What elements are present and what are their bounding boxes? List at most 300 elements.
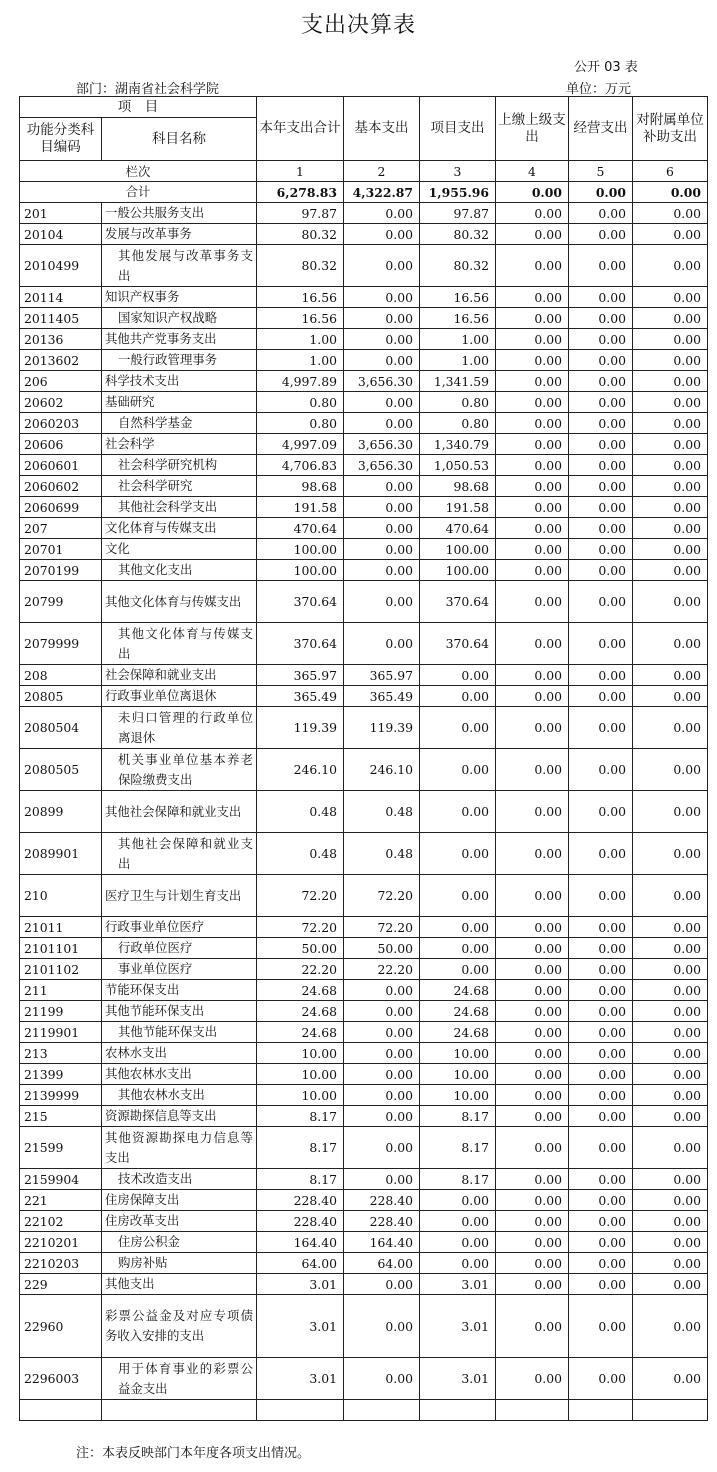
amount-cell: 0.00 — [496, 623, 569, 665]
amount-cell: 0.00 — [496, 1295, 569, 1358]
total-value: 0.00 — [569, 182, 633, 203]
amount-cell: 0.00 — [569, 413, 633, 434]
amount-cell: 0.00 — [496, 1190, 569, 1211]
amount-cell: 0.00 — [569, 686, 633, 707]
amount-cell: 0.00 — [569, 1190, 633, 1211]
subject-code: 2210201 — [20, 1232, 102, 1253]
table-row — [20, 392, 708, 413]
amount-cell: 0.00 — [633, 434, 708, 455]
amount-cell: 0.00 — [496, 392, 569, 413]
amount-cell: 0.00 — [420, 707, 496, 749]
subject-code: 20114 — [20, 287, 102, 308]
amount-cell: 97.87 — [420, 203, 496, 224]
subject-code: 2159904 — [20, 1169, 102, 1190]
amount-cell: 0.00 — [569, 1358, 633, 1400]
subject-code: 21199 — [20, 1001, 102, 1022]
header-operating: 经营支出 — [569, 97, 633, 161]
amount-cell: 0.00 — [344, 1001, 420, 1022]
table-row — [20, 350, 708, 371]
amount-cell: 64.00 — [257, 1253, 344, 1274]
amount-cell: 0.00 — [569, 371, 633, 392]
subject-code: 2296003 — [20, 1358, 102, 1400]
amount-cell: 0.00 — [633, 791, 708, 833]
amount-cell: 0.00 — [496, 539, 569, 560]
amount-cell: 100.00 — [257, 560, 344, 581]
amount-cell: 0.00 — [496, 560, 569, 581]
amount-cell: 8.17 — [257, 1127, 344, 1169]
table-row — [20, 665, 708, 686]
amount-cell: 119.39 — [257, 707, 344, 749]
amount-cell: 0.00 — [420, 833, 496, 875]
amount-cell: 0.00 — [633, 224, 708, 245]
amount-cell: 80.32 — [257, 224, 344, 245]
blank-cell — [420, 1400, 496, 1421]
amount-cell: 1.00 — [420, 329, 496, 350]
amount-cell: 0.00 — [633, 1127, 708, 1169]
amount-cell: 16.56 — [257, 287, 344, 308]
amount-cell: 0.00 — [344, 224, 420, 245]
amount-cell: 0.00 — [569, 308, 633, 329]
amount-cell: 0.00 — [633, 1232, 708, 1253]
table-row — [20, 497, 708, 518]
blank-cell — [102, 1400, 257, 1421]
subject-name: 基础研究 — [102, 392, 257, 413]
table-row — [20, 329, 708, 350]
amount-cell: 0.00 — [420, 875, 496, 917]
amount-cell: 0.00 — [496, 371, 569, 392]
form-number: 公开 03 表 — [574, 60, 638, 75]
subject-code: 2080505 — [20, 749, 102, 791]
amount-cell: 0.00 — [420, 665, 496, 686]
table-row — [20, 791, 708, 833]
subject-code: 2210203 — [20, 1253, 102, 1274]
subject-code: 20805 — [20, 686, 102, 707]
amount-cell: 0.00 — [344, 539, 420, 560]
subject-name: 其他农林水支出 — [102, 1064, 257, 1085]
amount-cell: 16.56 — [420, 308, 496, 329]
amount-cell: 0.80 — [257, 413, 344, 434]
amount-cell: 80.32 — [420, 224, 496, 245]
amount-cell: 228.40 — [344, 1211, 420, 1232]
subject-name: 住房改革支出 — [102, 1211, 257, 1232]
amount-cell: 164.40 — [344, 1232, 420, 1253]
amount-cell: 246.10 — [344, 749, 420, 791]
amount-cell: 0.00 — [569, 1169, 633, 1190]
amount-cell: 0.00 — [633, 581, 708, 623]
table-row — [20, 308, 708, 329]
amount-cell: 0.00 — [633, 980, 708, 1001]
subject-name: 国家知识产权战略 — [102, 308, 257, 329]
amount-cell: 10.00 — [420, 1064, 496, 1085]
amount-cell: 22.20 — [257, 959, 344, 980]
amount-cell: 0.00 — [569, 245, 633, 287]
subject-code: 2060602 — [20, 476, 102, 497]
subject-name: 其他社会科学支出 — [102, 497, 257, 518]
amount-cell: 0.00 — [569, 1274, 633, 1295]
amount-cell: 470.64 — [257, 518, 344, 539]
header-basic: 基本支出 — [344, 97, 420, 161]
subject-name: 资源勘探信息等支出 — [102, 1106, 257, 1127]
amount-cell: 0.00 — [633, 1253, 708, 1274]
amount-cell: 0.48 — [344, 833, 420, 875]
amount-cell: 24.68 — [257, 1001, 344, 1022]
amount-cell: 0.00 — [633, 1064, 708, 1085]
table-row — [20, 875, 708, 917]
amount-cell: 0.00 — [496, 1022, 569, 1043]
expenditure-table — [19, 96, 708, 1421]
amount-cell: 0.00 — [344, 1274, 420, 1295]
amount-cell: 8.17 — [257, 1106, 344, 1127]
amount-cell: 0.00 — [496, 1274, 569, 1295]
amount-cell: 0.00 — [344, 581, 420, 623]
amount-cell: 0.00 — [633, 245, 708, 287]
amount-cell: 0.00 — [633, 203, 708, 224]
amount-cell: 0.00 — [344, 1043, 420, 1064]
amount-cell: 0.00 — [496, 518, 569, 539]
amount-cell: 0.00 — [633, 707, 708, 749]
amount-cell: 1.00 — [420, 350, 496, 371]
table-row — [20, 938, 708, 959]
amount-cell: 0.00 — [496, 350, 569, 371]
subject-code: 211 — [20, 980, 102, 1001]
amount-cell: 0.00 — [569, 1211, 633, 1232]
table-row — [20, 1169, 708, 1190]
subject-name: 社会科学 — [102, 434, 257, 455]
blank-cell — [344, 1400, 420, 1421]
amount-cell: 3.01 — [420, 1274, 496, 1295]
subject-name: 科学技术支出 — [102, 371, 257, 392]
amount-cell: 0.00 — [633, 1211, 708, 1232]
amount-cell: 98.68 — [420, 476, 496, 497]
subject-name: 购房补贴 — [102, 1253, 257, 1274]
subject-code: 210 — [20, 875, 102, 917]
amount-cell: 370.64 — [420, 623, 496, 665]
table-row — [20, 224, 708, 245]
amount-cell: 0.00 — [633, 623, 708, 665]
subject-code: 2101101 — [20, 938, 102, 959]
amount-cell: 0.00 — [496, 1106, 569, 1127]
amount-cell: 0.00 — [633, 350, 708, 371]
subject-name: 文化 — [102, 539, 257, 560]
column-number: 6 — [633, 161, 708, 182]
amount-cell: 80.32 — [420, 245, 496, 287]
table-row — [20, 917, 708, 938]
amount-cell: 0.00 — [496, 686, 569, 707]
amount-cell: 0.00 — [569, 917, 633, 938]
amount-cell: 0.00 — [569, 560, 633, 581]
amount-cell: 0.00 — [496, 203, 569, 224]
amount-cell: 0.00 — [420, 917, 496, 938]
subject-name: 其他农林水支出 — [102, 1085, 257, 1106]
amount-cell: 0.00 — [344, 623, 420, 665]
amount-cell: 0.00 — [569, 833, 633, 875]
amount-cell: 0.80 — [420, 392, 496, 413]
amount-cell: 0.00 — [569, 1043, 633, 1064]
amount-cell: 0.00 — [344, 497, 420, 518]
table-row — [20, 203, 708, 224]
subject-code: 2101102 — [20, 959, 102, 980]
amount-cell: 0.00 — [344, 287, 420, 308]
amount-cell: 0.00 — [420, 1232, 496, 1253]
amount-cell: 0.00 — [633, 1295, 708, 1358]
amount-cell: 50.00 — [344, 938, 420, 959]
amount-cell: 228.40 — [344, 1190, 420, 1211]
subject-name: 其他文化支出 — [102, 560, 257, 581]
amount-cell: 0.00 — [569, 476, 633, 497]
header-item-group: 项 目 — [20, 97, 257, 118]
amount-cell: 0.00 — [496, 1127, 569, 1169]
amount-cell: 8.17 — [257, 1169, 344, 1190]
table-row — [20, 518, 708, 539]
amount-cell: 100.00 — [257, 539, 344, 560]
table-row — [20, 245, 708, 287]
amount-cell: 0.00 — [633, 749, 708, 791]
amount-cell: 24.68 — [257, 1022, 344, 1043]
amount-cell: 22.20 — [344, 959, 420, 980]
column-number: 3 — [420, 161, 496, 182]
table-row — [20, 623, 708, 665]
subject-code: 201 — [20, 203, 102, 224]
amount-cell: 72.20 — [257, 917, 344, 938]
amount-cell: 0.00 — [569, 539, 633, 560]
amount-cell: 0.00 — [420, 791, 496, 833]
amount-cell: 0.00 — [496, 980, 569, 1001]
table-row — [20, 1085, 708, 1106]
table-row — [20, 539, 708, 560]
amount-cell: 0.00 — [633, 287, 708, 308]
amount-cell: 0.00 — [633, 917, 708, 938]
amount-cell: 0.00 — [496, 1169, 569, 1190]
subject-code: 20799 — [20, 581, 102, 623]
amount-cell: 3,656.30 — [344, 434, 420, 455]
amount-cell: 16.56 — [420, 287, 496, 308]
amount-cell: 0.00 — [420, 686, 496, 707]
amount-cell: 0.00 — [344, 350, 420, 371]
subject-name: 其他社会保障和就业支出 — [102, 791, 257, 833]
subject-name: 文化体育与传媒支出 — [102, 518, 257, 539]
subject-name: 其他文化体育与传媒支出 — [102, 581, 257, 623]
subject-name: 社会保障和就业支出 — [102, 665, 257, 686]
amount-cell: 3,656.30 — [344, 455, 420, 476]
subject-name: 其他资源勘探电力信息等支出 — [102, 1127, 257, 1169]
amount-cell: 0.00 — [496, 413, 569, 434]
amount-cell: 0.00 — [344, 476, 420, 497]
subject-name: 其他共产党事务支出 — [102, 329, 257, 350]
amount-cell: 72.20 — [257, 875, 344, 917]
subject-name: 行政事业单位离退休 — [102, 686, 257, 707]
amount-cell: 0.00 — [633, 329, 708, 350]
amount-cell: 0.00 — [569, 329, 633, 350]
amount-cell: 0.00 — [496, 581, 569, 623]
table-row — [20, 1043, 708, 1064]
subject-name: 知识产权事务 — [102, 287, 257, 308]
table-row — [20, 1211, 708, 1232]
amount-cell: 97.87 — [257, 203, 344, 224]
table-row — [20, 455, 708, 476]
subject-code: 215 — [20, 1106, 102, 1127]
subject-name: 住房公积金 — [102, 1232, 257, 1253]
amount-cell: 370.64 — [257, 623, 344, 665]
subject-name: 其他文化体育与传媒支出 — [102, 623, 257, 665]
amount-cell: 0.00 — [569, 707, 633, 749]
subject-code: 21011 — [20, 917, 102, 938]
amount-cell: 0.00 — [633, 392, 708, 413]
subject-code: 2010499 — [20, 245, 102, 287]
table-row — [20, 1232, 708, 1253]
amount-cell: 100.00 — [420, 560, 496, 581]
amount-cell: 0.48 — [344, 791, 420, 833]
amount-cell: 0.00 — [344, 1106, 420, 1127]
total-row — [20, 182, 708, 203]
subject-name: 发展与改革事务 — [102, 224, 257, 245]
table-row — [20, 413, 708, 434]
amount-cell: 0.00 — [569, 623, 633, 665]
amount-cell: 0.00 — [496, 1232, 569, 1253]
amount-cell: 3.01 — [420, 1358, 496, 1400]
amount-cell: 24.68 — [420, 1001, 496, 1022]
amount-cell: 0.00 — [569, 1022, 633, 1043]
amount-cell: 0.00 — [633, 1190, 708, 1211]
amount-cell: 0.00 — [496, 665, 569, 686]
amount-cell: 0.00 — [496, 455, 569, 476]
subject-name: 行政事业单位医疗 — [102, 917, 257, 938]
column-number: 4 — [496, 161, 569, 182]
amount-cell: 0.00 — [569, 791, 633, 833]
header-code: 功能分类科目编码 — [20, 118, 102, 161]
subject-code: 208 — [20, 665, 102, 686]
amount-cell: 0.00 — [633, 959, 708, 980]
amount-cell: 0.00 — [569, 1127, 633, 1169]
amount-cell: 24.68 — [257, 980, 344, 1001]
table-row — [20, 686, 708, 707]
amount-cell: 0.00 — [420, 749, 496, 791]
subject-code: 2013602 — [20, 350, 102, 371]
blank-cell — [633, 1400, 708, 1421]
table-row — [20, 1190, 708, 1211]
subject-code: 2060699 — [20, 497, 102, 518]
table-row — [20, 560, 708, 581]
amount-cell: 0.00 — [633, 1022, 708, 1043]
amount-cell: 0.00 — [569, 665, 633, 686]
header-project: 项目支出 — [420, 97, 496, 161]
amount-cell: 1,341.59 — [420, 371, 496, 392]
table-row — [20, 707, 708, 749]
column-number: 5 — [569, 161, 633, 182]
amount-cell: 0.48 — [257, 833, 344, 875]
amount-cell: 0.00 — [420, 1211, 496, 1232]
subject-code: 2060203 — [20, 413, 102, 434]
amount-cell: 164.40 — [257, 1232, 344, 1253]
amount-cell: 0.00 — [633, 1043, 708, 1064]
amount-cell: 0.00 — [344, 1169, 420, 1190]
amount-cell: 0.00 — [633, 539, 708, 560]
page-title: 支出决算表 — [300, 13, 416, 38]
amount-cell: 0.00 — [633, 455, 708, 476]
amount-cell: 365.97 — [344, 665, 420, 686]
amount-cell: 0.00 — [569, 1232, 633, 1253]
amount-cell: 246.10 — [257, 749, 344, 791]
amount-cell: 0.00 — [496, 329, 569, 350]
amount-cell: 72.20 — [344, 875, 420, 917]
subject-name: 社会科学研究 — [102, 476, 257, 497]
amount-cell: 0.00 — [633, 665, 708, 686]
amount-cell: 0.00 — [496, 308, 569, 329]
amount-cell: 0.00 — [569, 980, 633, 1001]
amount-cell: 0.00 — [633, 1169, 708, 1190]
subject-name: 机关事业单位基本养老保险缴费支出 — [102, 749, 257, 791]
amount-cell: 1.00 — [257, 329, 344, 350]
unit-label: 单位：万元 — [566, 82, 632, 97]
amount-cell: 0.00 — [344, 1295, 420, 1358]
subject-code: 213 — [20, 1043, 102, 1064]
department-label: 部门：湖南省社会科学院 — [76, 82, 220, 97]
subject-code: 20606 — [20, 434, 102, 455]
subject-name: 事业单位医疗 — [102, 959, 257, 980]
table-row — [20, 371, 708, 392]
table-row — [20, 1106, 708, 1127]
amount-cell: 10.00 — [257, 1085, 344, 1106]
table-row — [20, 1064, 708, 1085]
subject-name: 技术改造支出 — [102, 1169, 257, 1190]
subject-name: 农林水支出 — [102, 1043, 257, 1064]
amount-cell: 191.58 — [420, 497, 496, 518]
amount-cell: 0.00 — [633, 371, 708, 392]
subject-name: 用于体育事业的彩票公益金支出 — [102, 1358, 257, 1400]
amount-cell: 0.00 — [569, 1001, 633, 1022]
table-row — [20, 959, 708, 980]
total-value: 0.00 — [496, 182, 569, 203]
amount-cell: 0.00 — [344, 1127, 420, 1169]
subject-code: 20899 — [20, 791, 102, 833]
blank-row — [20, 1400, 708, 1421]
amount-cell: 0.00 — [496, 1085, 569, 1106]
subject-code: 2070199 — [20, 560, 102, 581]
table-row — [20, 1358, 708, 1400]
subject-code: 22102 — [20, 1211, 102, 1232]
subject-name: 一般公共服务支出 — [102, 203, 257, 224]
subject-code: 206 — [20, 371, 102, 392]
subject-code: 207 — [20, 518, 102, 539]
column-number-row — [20, 161, 708, 182]
amount-cell: 50.00 — [257, 938, 344, 959]
amount-cell: 0.00 — [496, 224, 569, 245]
subject-code: 21599 — [20, 1127, 102, 1169]
amount-cell: 0.00 — [496, 476, 569, 497]
amount-cell: 0.00 — [569, 1253, 633, 1274]
subject-code: 2139999 — [20, 1085, 102, 1106]
amount-cell: 0.00 — [344, 245, 420, 287]
amount-cell: 0.00 — [496, 1253, 569, 1274]
amount-cell: 100.00 — [420, 539, 496, 560]
amount-cell: 0.00 — [633, 1358, 708, 1400]
amount-cell: 0.00 — [633, 560, 708, 581]
subject-name: 医疗卫生与计划生育支出 — [102, 875, 257, 917]
subject-name: 未归口管理的行政单位离退休 — [102, 707, 257, 749]
subject-code: 2011405 — [20, 308, 102, 329]
header-upper: 上缴上级支出 — [496, 97, 569, 161]
amount-cell: 0.00 — [633, 1106, 708, 1127]
header-subsidy: 对附属单位补助支出 — [633, 97, 708, 161]
amount-cell: 0.00 — [633, 1085, 708, 1106]
amount-cell: 24.68 — [420, 980, 496, 1001]
header-total: 本年支出合计 — [257, 97, 344, 161]
amount-cell: 8.17 — [420, 1106, 496, 1127]
total-value: 0.00 — [633, 182, 708, 203]
amount-cell: 3.01 — [257, 1274, 344, 1295]
amount-cell: 0.00 — [496, 1064, 569, 1085]
amount-cell: 3,656.30 — [344, 371, 420, 392]
column-number: 1 — [257, 161, 344, 182]
